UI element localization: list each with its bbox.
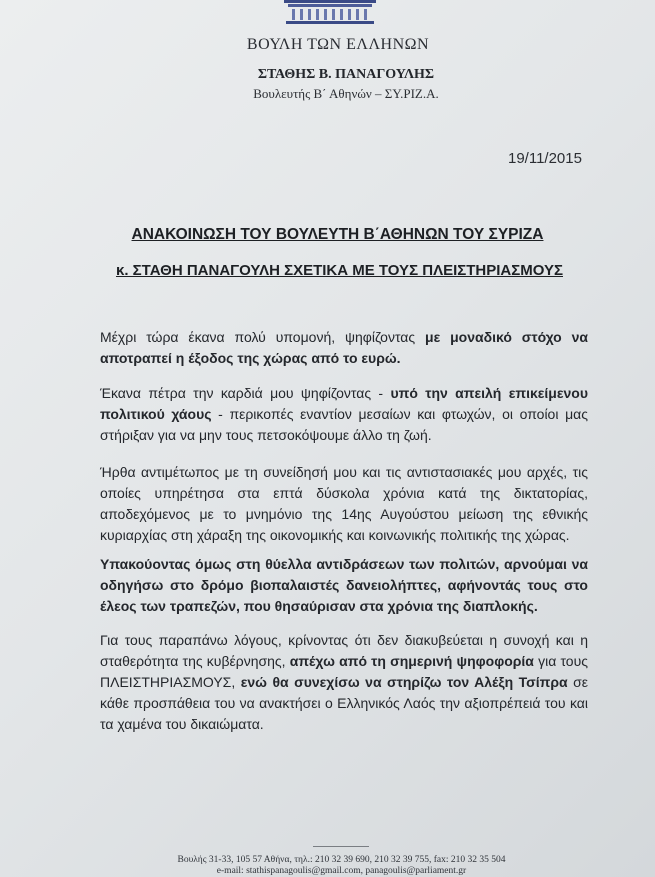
- footer-address: Βουλής 31-33, 105 57 Αθήνα, τηλ.: 210 32 39 690, 210 32 39 755, fax: 210 32 35 504: [177, 855, 506, 865]
- paragraph-3: Ήρθα αντιμέτωπος με τη συνείδησή μου και τις αντιστασιακές μου αρχές, τις οποίες υπηρέτησα στα επτά δύσκολα χρόνια κατά της δικτατορίας, αποδεχόμενος με το μνημόνιο της 14ης Αυγούστου μείωση της εθνικής κυριαρχίας στη χάραξη της οικονομικής και κοινωνικής πολιτικής της χώρας.: [100, 464, 588, 543]
- paragraph-5-emphasis-2: ενώ θα συνεχίσω να στηρίζω τον Αλέξη Τσίπρα: [240, 674, 568, 690]
- paragraph-1-text: Μέχρι τώρα έκανα πολύ υπομονή, ψηφίζοντας: [100, 329, 426, 345]
- parliament-emblem-icon: [284, 0, 376, 26]
- paragraph-2-emphasis: υπό την απειλή επικείμενου πολιτικού χάους: [100, 385, 588, 422]
- paragraph-2: [100, 383, 588, 446]
- institution-name: ΒΟΥΛΗ ΤΩΝ ΕΛΛΗΝΩΝ: [246, 36, 430, 53]
- paragraph-4: [100, 554, 588, 617]
- paragraph-5-text-1: Για τους παραπάνω λόγους, κρίνοντας ότι δεν διακυβεύεται η συνοχή και η σταθερότητα της κυβέρνησης,: [100, 632, 588, 669]
- paragraph-1-emphasis: με μοναδικό στόχο να αποτραπεί η έξοδος της χώρας από το ευρώ.: [100, 329, 588, 366]
- footer-email: e-mail: stathispanagoulis@gmail.com, panagoulis@parliament.gr: [216, 866, 467, 876]
- paragraph-4-emphasis: Υπακούοντας όμως στη θύελλα αντιδράσεων των πολιτών, αρνούμαι να οδηγήσω στο δρόμο βιοπαλαιστές δανειολήπτες, αφήνοντάς τους στο έλεος των τραπεζών, που θησαύρισαν στα χρόνια της διαπλοκής.: [100, 556, 588, 614]
- paragraph-5-text-3: σε κάθε προσπάθεια του να ανακτήσει ο Ελληνικός Λαός την αξιοπρέπειά του και τα χαμένα του δικαιώματα.: [100, 674, 588, 732]
- paragraph-5-text-2: για τους ΠΛΕΙΣΤΗΡΙΑΣΜΟΥΣ,: [100, 653, 588, 690]
- member-name: ΣΤΑΘΗΣ Β. ΠΑΝΑΓΟΥΛΗΣ: [257, 67, 435, 82]
- announcement-title: ΑΝΑΚΟΙΝΩΣΗ ΤΟΥ ΒΟΥΛΕΥΤΗ Β΄ΑΘΗΝΩΝ ΤΟΥ ΣΥΡΙΖΑ: [131, 226, 544, 243]
- paragraph-5: [100, 630, 588, 735]
- announcement-subtitle: κ. ΣΤΑΘΗ ΠΑΝΑΓΟΥΛΗ ΣΧΕΤΙΚΑ ΜΕ ΤΟΥΣ ΠΛΕΙΣΤΗΡΙΑΣΜΟΥΣ: [115, 262, 563, 279]
- paragraph-5-emphasis-1: απέχω από τη σημερινή ψηφοφορία: [289, 653, 534, 669]
- paragraph-2-text-start: Έκανα πέτρα την καρδιά μου ψηφίζοντας -: [100, 385, 391, 401]
- member-role: Βουλευτής Β΄ Αθηνών – ΣΥ.ΡΙΖ.Α.: [253, 86, 439, 101]
- paragraph-1: [100, 327, 588, 369]
- paragraph-2-text-end: - περικοπές εναντίον μεσαίων και φτωχών, οι οποίοι μας στήριξαν για να μην τους πετσοκόψουμε άλλο τη ζωή.: [100, 406, 588, 443]
- document-date: 19/11/2015: [508, 150, 582, 167]
- footer-divider: [313, 846, 369, 847]
